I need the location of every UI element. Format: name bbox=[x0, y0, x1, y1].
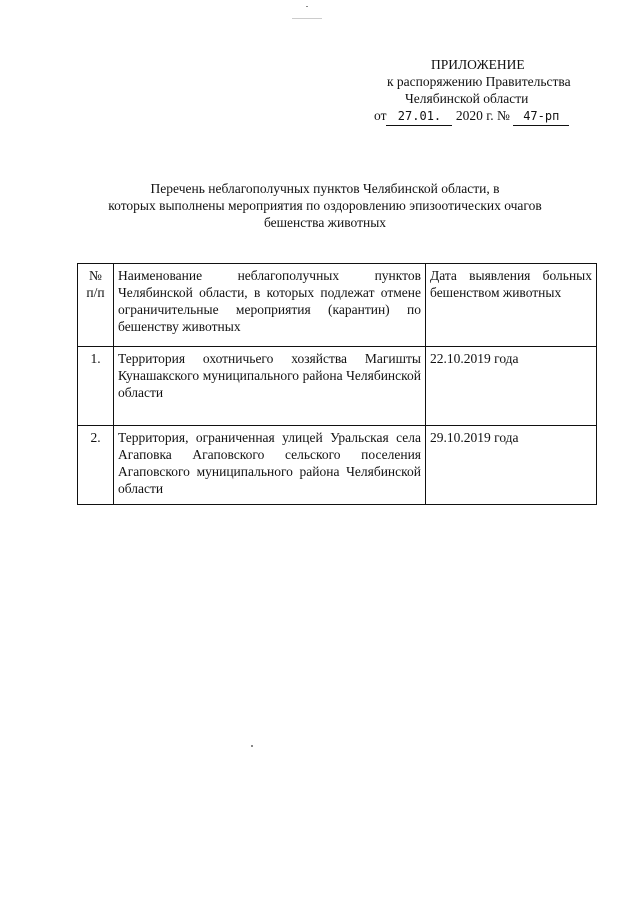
document-title bbox=[80, 180, 570, 231]
scan-speck bbox=[292, 18, 322, 19]
row-date: 29.10.2019 года bbox=[426, 426, 597, 505]
row-name: Территория, ограниченная улицей Уральская села Агаповка Агаповского сельского поселения Агаповского муниципального района Челябинской области bbox=[114, 426, 426, 505]
table-row bbox=[78, 426, 597, 505]
appendix-order-line: к распоряжению Правительства bbox=[387, 74, 571, 89]
header-num: № п/п bbox=[78, 264, 114, 347]
appendix-title: ПРИЛОЖЕНИЕ bbox=[431, 57, 525, 72]
title-line-3: бешенства животных bbox=[263, 215, 387, 230]
title-line-2: которых выполнены мероприятия по оздоровлению эпизоотических очагов bbox=[108, 198, 542, 213]
title-line-1: Перечень неблагополучных пунктов Челябинской области, в bbox=[150, 181, 500, 196]
appendix-date-line bbox=[360, 107, 610, 126]
row-name: Территория охотничьего хозяйства Магишты Кунашакского муниципального района Челябинской области bbox=[114, 347, 426, 426]
header-name: Наименование неблагополучных пунктов Челябинской области, в которых подлежат отмене ограничительные мероприятия (карантин) по бешенству животных bbox=[114, 264, 426, 347]
scan-speck bbox=[251, 745, 253, 747]
appendix-region-line: Челябинской области bbox=[405, 91, 529, 106]
header-date: Дата выявления больных бешенством животных bbox=[426, 264, 597, 347]
table-row bbox=[78, 347, 597, 426]
scan-speck bbox=[306, 6, 308, 7]
handwritten-date: 27.01. bbox=[386, 108, 452, 126]
appendix-header bbox=[360, 56, 610, 126]
row-num: 1. bbox=[78, 347, 114, 426]
handwritten-number: 47-рп bbox=[513, 108, 569, 126]
row-num: 2. bbox=[78, 426, 114, 505]
row-date: 22.10.2019 года bbox=[426, 347, 597, 426]
year-number-label: 2020 г. № bbox=[455, 108, 510, 123]
from-prefix: от bbox=[374, 108, 387, 123]
table-header-row bbox=[78, 264, 597, 347]
localities-table bbox=[77, 263, 597, 505]
